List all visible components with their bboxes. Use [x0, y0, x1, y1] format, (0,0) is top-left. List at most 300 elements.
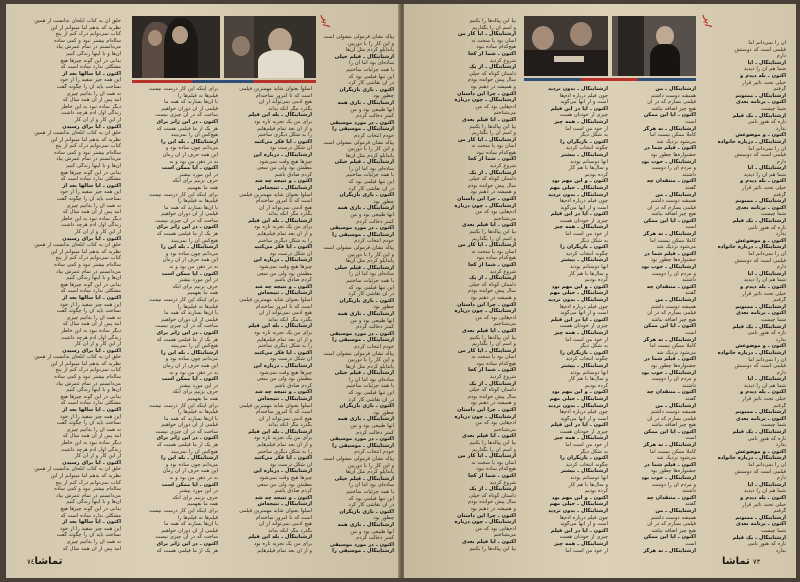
text-line: اکنون ـ و نتیجه چه شد — [254, 494, 312, 501]
text-line: این تنها فیلمی بود که — [348, 390, 394, 397]
text-line: پیاله نشان فرمولی مشولی است — [323, 139, 394, 146]
text-line: اسلوا بعنوان شاید مهمترین فیلمی — [239, 191, 312, 198]
text-line: اکنون ـ آیا در این فیلم — [550, 422, 608, 429]
text-line: کاملا ممکن نیست اما — [649, 448, 696, 455]
text-line: اکنون ـ در این ژانر برای — [156, 118, 218, 125]
text-line: اکنون ـ در این ژانر برای — [156, 329, 218, 336]
text-line: در این مورد بیشتر — [178, 277, 218, 284]
text-line: بگذرد مگر آنکه بداند — [268, 422, 312, 429]
text-line: ارشتاینگال ـ درباره این — [253, 257, 312, 264]
text-line: با همه جزئیات ساختیم — [346, 488, 394, 495]
text-line: ساخت که در آن چیزی نیست — [155, 112, 218, 119]
text-line: با آن‌ها بسازند که همه ما — [164, 99, 218, 106]
text-line: خلق آن به کتاب ابلحان ندانست از همین — [34, 18, 121, 24]
text-line: در آن نقاشی کار کرد — [348, 396, 394, 403]
text-line: اکنون ـ برنامه بعدی — [736, 204, 786, 211]
text-line: ارشتاینگال ـ یک فیلم — [732, 218, 786, 225]
text-line: و اسم آن را بگذاریم — [472, 446, 516, 453]
text-line: بگذرد مگر آنکه بداند — [268, 316, 312, 323]
text-line: این همه چیز سفید را از خود — [60, 525, 121, 532]
text-line: خودم انتخاب کردم — [354, 238, 394, 245]
text-line: بگذرد مگر آنکه بداند — [268, 211, 312, 218]
text-line: اسلوا بعنوان شاید مهمترین فیلمی — [239, 297, 312, 303]
text-line: ارشتاینگال ـ نتیجه‌اش — [257, 501, 312, 508]
text-line: هیچ آدمی نمی‌تواند از آن — [258, 521, 312, 528]
text-line: آن را نمی‌دانم اما — [748, 40, 786, 46]
text-line: خیلی تحت تاثیر قرار — [742, 185, 786, 192]
text-line: اکنون ـ و نتیجه چه شد — [254, 283, 312, 290]
text-line: چیزها هیچ وقت نمی‌شود — [259, 475, 312, 482]
text-line: هیچ‌کس آن را نمی‌بیند — [171, 237, 218, 244]
text-line: خیلی تحت تاثیر قرار — [742, 396, 786, 403]
text-line: ساده‌ای بود اما آن را — [349, 482, 394, 489]
text-line: با آن‌ها بسازند که همه ما — [164, 204, 218, 211]
text-line: دارم — [776, 475, 786, 482]
text-line: در آن نقاشی کار کرد — [348, 291, 394, 298]
text-line: اکنون ـ آیا سالها بعد از — [62, 70, 121, 77]
text-line: سال پیش خوانده بودم — [467, 182, 516, 189]
text-line: هیچ آدمی نمی‌تواند از آن — [258, 204, 312, 211]
text-line: بیا ابن پیاله‌ها را بکنیم — [469, 545, 516, 552]
text-line: نه همه آن را بدانیم چیزی — [66, 538, 121, 545]
text-line: هیچ‌کدام ساده نبود — [476, 149, 516, 156]
text-line: دارم — [776, 369, 786, 376]
text-line: و از آن بعد تمام فیلم‌هایم — [257, 547, 312, 554]
text-line: جشنواره‌ها چطور بود — [650, 362, 696, 369]
text-line: داستان کوتاه که خیلی — [468, 492, 516, 499]
text-line: از خود من است اما — [565, 231, 608, 238]
text-line: می‌شناختم — [493, 426, 516, 433]
text-line: کمتر دخالت کردم — [356, 535, 394, 542]
text-line: اکنون ـ آیا فیلم بعدی — [462, 116, 516, 123]
text-column-1 — [416, 18, 516, 558]
text-column-3 — [612, 86, 696, 558]
text-line: کرده بودیم — [584, 171, 608, 178]
text-line: و از آن بعد تمام فیلم‌هایم — [257, 125, 312, 132]
text-line: اکنون ـ آیا این ممکن — [643, 217, 696, 224]
text-line: اکنون ـ بله دیدم و — [740, 178, 786, 185]
text-line: اکنون ـ بازیگران را — [560, 455, 608, 462]
photo-two-men-table — [524, 16, 608, 76]
text-line: و اسم آن را بگذاریم — [472, 235, 516, 242]
text-line: با آن‌ها بسازند که همه ما — [164, 415, 218, 422]
text-line: بگذرد مگر آنکه بداند — [268, 105, 312, 112]
text-line: با همه جزئیات ساختیم — [346, 172, 394, 179]
text-line: است که تا امروز ساخته‌ام — [255, 409, 312, 416]
text-line: از این کار و از آن کار — [74, 453, 121, 460]
text-line: در این مورد بیشتر — [178, 488, 218, 495]
text-line: برای من یک تجربه تازه بود — [254, 435, 312, 442]
text-line: این همه حرف از آن زمان — [162, 257, 218, 264]
text-line: اکنون ـ آیا ممکن است — [161, 270, 218, 277]
text-line: ارشتاینگال ـ آیا — [747, 481, 786, 488]
text-line: هر یک از ما فیلمی هست که — [156, 125, 218, 132]
text-line: کمتر دخالت کردم — [356, 429, 394, 436]
text-line: جشنواره‌ها چطور بود — [650, 257, 696, 264]
text-line: همیشه دوست داشتم — [650, 92, 696, 99]
text-line: حرف بزنیم برای آنکه — [172, 389, 218, 396]
text-line: ارشتاینگال ـ خیلی مهم — [549, 290, 608, 297]
text-line: ارشتاینگال ـ آیا — [747, 165, 786, 172]
text-line: هیچ‌کدام ساده نبود — [476, 44, 516, 51]
text-line: ندارد — [775, 442, 786, 449]
text-line: از خود من است اما — [565, 547, 608, 554]
text-line: این تنها فیلمی بود که — [348, 179, 394, 186]
text-line: ساله‌ام بیشتر نبود و کمی ساده — [54, 261, 121, 268]
text-line: نظریه که بدهم اما میتوانم از این — [50, 136, 121, 143]
text-line: زندگی اول آدم هرچه داشت — [61, 334, 121, 341]
text-line: ارشتاینگال ـ بله این فیلم — [248, 323, 312, 330]
text-line: ارشتاینگال ـ بیشتر — [560, 468, 608, 475]
text-line: ارشتاینگال ـ خوب بود — [641, 158, 696, 165]
text-line: مشکلی ندارد ساده است که — [60, 400, 121, 407]
text-line: ساخت که در آن چیزی نیست — [155, 323, 218, 330]
text-line: اکنون ـ چرا این داستان — [457, 512, 516, 519]
text-line: با آن‌ها بسازند که همه ما — [164, 310, 218, 317]
text-line: را به شکل دیگری ساختم — [258, 132, 312, 139]
text-line: کردم صادق باشم — [274, 488, 312, 495]
text-line: کمتر دخالت کردم — [356, 113, 394, 120]
text-line: اکنون ـ فیلم شما در — [644, 250, 696, 257]
text-line: نظریه که بدهم اما میتوانم از این — [50, 360, 121, 367]
text-line: دیگر ساده نبود به این خاطر — [61, 440, 121, 446]
text-line: ندارد — [775, 336, 786, 343]
text-line: ارشتاینگال ـ فیلم خیلی — [334, 264, 394, 271]
text-line: اکنون ـ آیا سالها بعد از — [62, 182, 121, 189]
text-line: اکنون ـ فیلم شما در — [644, 145, 696, 152]
text-line: اکنون ـ و این مهم بود — [551, 283, 608, 290]
text-line: خلق آن به کتاب ابلحان ندانست از همین — [34, 242, 121, 249]
text-line: نساخت باید آن را چگونه گفت — [56, 420, 121, 427]
text-line: اکنون ـ آیا فیلم بعدی — [462, 433, 516, 440]
text-line: هیچ چیز اضافه نباشد — [651, 527, 696, 534]
page-corner-tag: ابر — [702, 16, 712, 26]
text-line: ارشتاینگال ـ از یک — [469, 169, 516, 176]
text-line: ارشتاینگال ـ یک فیلم — [732, 534, 786, 541]
text-line: آدم‌هایی بود که من — [475, 103, 516, 110]
text-line: گفتند — [685, 395, 696, 402]
text-line: ارشتاینگال ـ موسیقی را — [332, 548, 394, 555]
text-line: و همیشه در ذهنم بود — [470, 189, 516, 196]
text-line: آدم‌هایی بود که من — [475, 314, 516, 321]
text-line: ساخت که در آن چیزی نیست — [155, 534, 218, 541]
text-line: ارشتاینگال ـ از یک — [469, 64, 516, 71]
text-line: چیزها هیچ وقت نمی‌شود — [259, 264, 312, 271]
text-line: حرف بزنیم برای آنکه — [172, 178, 218, 185]
text-line: ارشتاینگال ـ من — [655, 86, 696, 92]
text-line: آنها طبیعی بود و من — [350, 423, 394, 430]
text-line: داشتند — [682, 171, 696, 178]
text-line: تازه که هنوز نامی — [747, 224, 786, 231]
text-line: پیاله نشان فرمولی مشولی است — [323, 456, 394, 462]
text-line: برای اینکه این کار درست نیست — [149, 297, 218, 303]
text-line: اکنون ـ آیا سالها بعد از — [62, 407, 121, 414]
text-line: چگونه انتخاب کردید — [565, 250, 608, 257]
text-line: و اسم آن را بگذاریم — [472, 24, 516, 31]
text-line: ارشتاینگال ـ چون درباره — [454, 202, 516, 209]
text-line: اکنون ـ بازی بازیگران — [339, 192, 394, 199]
text-line: ارشتاینگال ـ درباره خانواده — [717, 244, 786, 251]
text-line: شما چیست — [761, 422, 786, 429]
text-line: داشتند — [682, 277, 696, 284]
text-line: اکنون ـ منتقدان چه — [646, 283, 696, 290]
text-line: می‌دانم چون ساده بود و — [165, 145, 218, 152]
text-line: همیشه دوست داشتم — [650, 514, 696, 521]
text-line: اسلوا بعنوان شاید مهمترین فیلمی — [239, 508, 312, 514]
text-line: ارشتاینگال ـ بیشتر — [560, 362, 608, 369]
text-column-1 — [26, 18, 121, 558]
text-line: اکنون ـ آیا فکر می‌کنید — [254, 138, 312, 145]
text-line: هیچ چیز اضافه نباشد — [651, 211, 696, 218]
text-line: آنها طبیعی بود و من — [350, 528, 394, 535]
text-line: فیلمی بسازم که در آن — [647, 521, 696, 528]
text-line: آمد پس از آن همه سال که — [62, 433, 121, 440]
text-line: ارشتاینگال ـ فیلم خیلی — [334, 370, 394, 377]
text-line: زندگی اول آدم هرچه داشت — [61, 446, 121, 453]
text-line: نه همه آن را بدانیم چیزی — [66, 426, 121, 433]
text-line: اکنون ـ شما از کجا — [468, 367, 516, 374]
text-line: ارشتاینگال ـ از یک — [469, 380, 516, 387]
text-line: فیلمی است که دوستش — [734, 363, 786, 370]
text-line: ارشتاینگال ـ فیلم خیلی — [334, 53, 394, 60]
text-line: برای اینکه این کار درست نیست — [149, 508, 218, 514]
text-line: شما چیست — [761, 105, 786, 112]
text-line: بدانی در این گونه چیزها هیچ — [60, 393, 121, 400]
text-line: اکنون ـ شما از کجا — [468, 261, 516, 268]
text-line: داستان کوتاه که خیلی — [468, 281, 516, 288]
text-line: ارشتاینگال ـ فیلم خیلی — [334, 159, 394, 166]
text-line: مطمئن بود ولی من سعی — [256, 270, 312, 277]
text-line: ارشتاینگال ـ درباره این — [253, 468, 312, 475]
text-line: ارشتاینگال ـ بله این را — [160, 138, 218, 145]
text-line: آن را نمی‌دانم اما — [748, 251, 786, 257]
text-line: آدم‌هایی بود که من — [475, 525, 516, 532]
text-line: مشکلی ندارد ساده است که — [60, 288, 121, 295]
text-line: پاندایلو کردم مثل آن‌ها — [345, 47, 394, 54]
text-line: ارشتاینگال ـ چون درباره — [454, 413, 516, 420]
text-line: با همه جزئیات ساختیم — [346, 66, 394, 73]
text-line: از این کار و از آن کار — [74, 116, 121, 123]
text-line: پیاله نشان فرمولی مشولی است — [323, 350, 394, 357]
text-line: این همه حرف از آن زمان — [162, 468, 218, 475]
text-line: شما چیست — [761, 316, 786, 323]
text-line: ندارد — [775, 547, 786, 554]
text-line: خلق آن به کتاب ابلحان ندانست از همین — [34, 466, 121, 473]
text-line: گرفتم — [773, 86, 786, 93]
text-line: مشکلی ندارد ساده است که — [60, 512, 121, 519]
text-line: اکنون ـ آیا سالها بعد از — [62, 294, 121, 301]
text-line: داستان کوتاه که خیلی — [468, 70, 516, 77]
text-line: می‌شناختم — [493, 110, 516, 117]
text-line: داشتند — [682, 382, 696, 389]
text-line: تازه که هنوز نامی — [747, 541, 786, 548]
text-line: می‌شناختم — [493, 215, 516, 222]
text-line: ارشتاینگال ـ موسیقی را — [332, 442, 394, 449]
text-line: خودم انتخاب کردم — [354, 132, 394, 139]
text-line: آن شکل درست بود — [269, 461, 312, 468]
text-line: هیچ‌کدام ساده نبود — [476, 466, 516, 473]
text-line: تازه که هنوز نامی — [747, 435, 786, 442]
text-line: ارشتاینگال ـ آیا کار من — [457, 453, 516, 460]
text-line: است — [685, 540, 696, 547]
text-line: چون فیلم درباره آدم‌ها — [559, 198, 608, 205]
text-line: خلق آن به کتاب ابلحان ندانست از همین — [34, 130, 121, 137]
text-line: شروع کردید — [489, 479, 516, 486]
text-line: ساده‌ای بود اما آن را — [349, 165, 394, 172]
text-line: ندارد — [775, 231, 786, 238]
text-line: ارشتاینگال ـ بله این را — [160, 349, 218, 356]
text-line: ارشتاینگال ـ بدون تردید — [548, 191, 608, 198]
text-line: چون فیلم درباره آدم‌ها — [559, 303, 608, 310]
text-line: آمد پس از آن همه سال که — [62, 545, 121, 552]
text-line: ارشتاینگال ـ من — [655, 402, 696, 409]
text-line: فیلم‌ها نه فیلم‌ها را — [177, 409, 218, 416]
text-line: و این کار را با دوربین — [347, 462, 394, 469]
text-line: پاندایلو کردم مثل آن‌ها — [345, 152, 394, 159]
text-line: ارشتاینگال ـ درباره خانواده — [717, 455, 786, 462]
text-line: بدانی در این گونه چیزها هیچ — [60, 57, 121, 64]
text-column-4 — [702, 40, 786, 558]
text-line: کردم صادق باشم — [274, 171, 312, 178]
text-line: همیشه دوست داشتم — [650, 303, 696, 310]
text-line: سال پیش خوانده بودم — [467, 499, 516, 506]
text-line: و مردم آن را دوست — [651, 165, 696, 172]
text-line: کاملا ممکن نیست اما — [649, 237, 696, 244]
text-line: ارشتاینگال ـ یک فیلم — [732, 323, 786, 330]
text-line: اکنون ـ شما از کجا — [468, 50, 516, 57]
text-line: ارشتاینگال ـ ممنونم — [735, 409, 786, 416]
text-line: این همه چیز سفید را از خود — [60, 189, 121, 196]
text-line: ارشتاینگال ـ چون درباره — [454, 519, 516, 526]
text-line: چگونه انتخاب کردید — [565, 356, 608, 363]
text-line: اکنون ـ در این ژانر برای — [156, 224, 218, 231]
text-line: چیزی از خودتان هست — [559, 323, 608, 330]
text-line: زندگی اول آدم هرچه داشت — [61, 222, 121, 229]
text-line: نه همه آن را بدانیم چیزی — [66, 202, 121, 209]
text-line: و از آن بعد تمام فیلم‌هایم — [257, 231, 312, 238]
text-line: آن شکل درست بود — [269, 356, 312, 363]
text-line: برای من یک تجربه تازه بود — [254, 118, 312, 125]
text-line: اکنون ـ آیا در این فیلم — [550, 211, 608, 218]
page-corner-tag: ابر — [320, 16, 330, 26]
text-line: می‌شناختم — [493, 321, 516, 328]
text-line: آن را نمی‌دانم اما — [748, 145, 786, 152]
text-line: آنها دوستانم بودند — [570, 475, 608, 482]
text-line: نه همه آن را بدانیم چیزی — [66, 90, 121, 97]
text-line: ارشتاینگال ـ خوب بود — [641, 264, 696, 271]
text-line: کتاب نمی‌توانم درک کنم از پنج — [55, 31, 121, 38]
text-line: دارم — [776, 264, 786, 271]
text-line: اکنون ـ آیا برای رسیدن — [62, 459, 121, 466]
text-line: اکنون ـ آیا برای رسیدن — [62, 347, 121, 354]
text-line: همیشه دوست داشتم — [650, 409, 696, 416]
text-line: می‌دانستم در تمام عمرش بیاد — [56, 380, 121, 387]
text-line: کرده بودیم — [584, 488, 608, 495]
text-line: است و از آنها می‌گوید — [560, 521, 608, 528]
text-line: سال پیش خوانده بودم — [467, 393, 516, 400]
text-line: فیلمی است که دوستش — [734, 257, 786, 264]
text-line: خلق آن به کتاب ابلحان ندانست از همین — [34, 354, 121, 361]
text-line: هیچ آدمی نمی‌تواند از آن — [258, 99, 312, 106]
text-line: اکنون ـ آیا برای رسیدن — [62, 123, 121, 130]
text-line: اکنون ـ آیا فکر می‌کنید — [254, 244, 312, 251]
text-line: اکنون ـ فیلم شما در — [644, 461, 696, 468]
text-line: زندگی اول آدم هرچه داشت — [61, 110, 121, 117]
text-line: اکنون ـ آیا فکر می‌کنید — [254, 349, 312, 356]
text-line: ارشتاینگال ـ نتیجه‌اش — [257, 290, 312, 297]
text-line: ارشتاینگال ـ ممنونم — [735, 198, 786, 205]
text-line: می‌دانستم در تمام عمرش بیاد — [56, 492, 121, 499]
text-line: است و از آنها می‌گوید — [560, 99, 608, 106]
photo-young-man-portrait — [224, 16, 316, 78]
text-line: اکنون ـ آیا در این فیلم — [550, 527, 608, 534]
text-line: آن‌ها و با اینها زندگی کنیم — [66, 50, 121, 57]
text-line: و همیشه در ذهنم بود — [470, 505, 516, 512]
text-line: همه ما بفهمیم — [187, 395, 218, 402]
text-line: نساخت باید آن را چگونه گفت — [56, 83, 121, 90]
text-line: ارشتاینگال ـ بازی همه — [337, 205, 394, 212]
text-line: جشنواره‌ها چطور بود — [650, 468, 696, 475]
text-line: چطور بود — [373, 93, 394, 100]
text-line: اکنون ـ بازی بازیگران — [339, 403, 394, 410]
text-line: ارشتاینگال ـ بدون تردید — [548, 86, 608, 92]
text-line: کرده بودیم — [584, 382, 608, 389]
text-line: اکنون ـ آیا ممکن است — [161, 376, 218, 383]
text-line: ارشتاینگال ـ درباره این — [253, 151, 312, 158]
text-line: چون فیلم درباره آدم‌ها — [559, 409, 608, 416]
text-line: اکنون ـ بله دیدم و — [740, 283, 786, 290]
text-line: اکنون ـ و موضوعش — [735, 343, 786, 350]
text-line: اکنون ـ و این مهم بود — [551, 389, 608, 396]
text-line: فیلمی از آن دوران خواهیم — [161, 422, 218, 429]
page-folio — [722, 556, 760, 567]
text-line: فیلمی از آن دوران خواهیم — [161, 316, 218, 323]
text-line: اکنون ـ آیا سالها بعد از — [62, 519, 121, 526]
text-line: فیلم‌ها نه فیلم‌ها را — [177, 92, 218, 99]
text-line: بیا ابن پیاله‌ها را بکنیم — [469, 18, 516, 24]
text-line: تازه که هنوز نامی — [747, 330, 786, 337]
text-line: ارشتاینگال ـ بیشتر — [560, 151, 608, 158]
text-line: و همیشه در ذهنم بود — [470, 83, 516, 90]
masthead-label: تماشا — [34, 556, 63, 567]
text-line: ارشتاینگال ـ بله این فیلم — [248, 428, 312, 435]
text-line: ارشتاینگال ـ درباره این — [253, 362, 312, 369]
page-folio — [24, 556, 62, 567]
text-line: کمتر دخالت کردم — [356, 218, 394, 225]
text-line: دیگر ساده نبود به این خاطر — [61, 327, 121, 334]
text-line: چطور بود — [373, 304, 394, 311]
text-line: بیا ابن پیاله‌ها را بکنیم — [469, 123, 516, 130]
text-line: ارشتاینگال ـ بازی همه — [337, 521, 394, 528]
text-line: سال پیش خوانده بودم — [467, 77, 516, 84]
text-line: فیلمی از آن دوران خواهیم — [161, 211, 218, 218]
text-line: ساده‌ای بود اما آن را — [349, 376, 394, 383]
text-line: مطمئن بود ولی من سعی — [256, 165, 312, 172]
text-line: آدم‌هایی بود که من — [475, 209, 516, 216]
text-line: برای اینکه این کار درست نیست — [149, 191, 218, 198]
text-line: آن‌ها و با اینها زندگی کنیم — [66, 275, 121, 282]
text-line: اکنون ـ و موضوعش — [735, 237, 786, 244]
text-line: آنها طبیعی بود و من — [350, 212, 394, 219]
text-line: از خود من است اما — [565, 336, 608, 343]
text-line: اکنون ـ آیا این ممکن — [643, 428, 696, 435]
text-line: ارشتاینگال ـ نتیجه‌اش — [257, 395, 312, 402]
text-line: و این کار را با دوربین — [347, 251, 394, 258]
text-line: و این کار را با دوربین — [347, 357, 394, 364]
text-line: در آن نقاشی کار کرد — [348, 185, 394, 192]
text-line: آنها دوستانم بودند — [570, 158, 608, 165]
text-line: نه در ذهن من بود و نه — [169, 158, 218, 165]
